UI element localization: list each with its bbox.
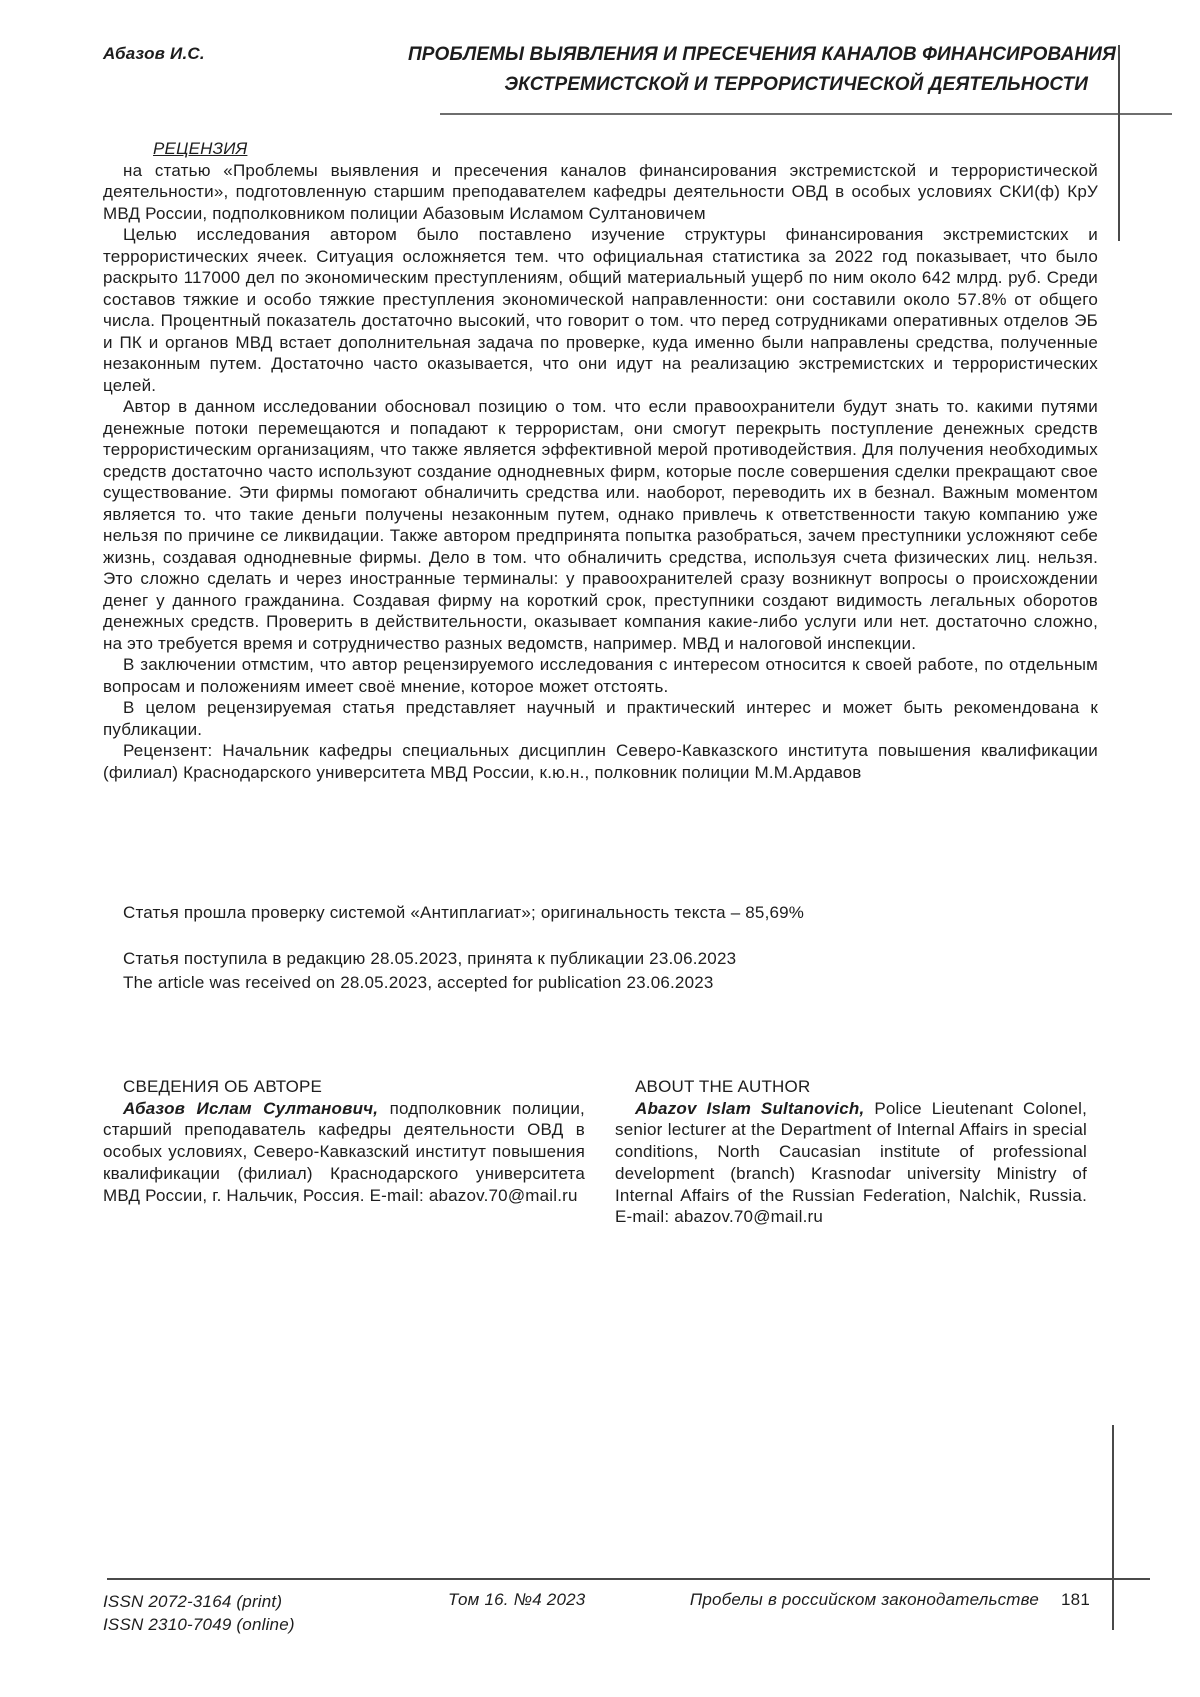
page-number: 181 [1061, 1590, 1090, 1609]
review-heading: РЕЦЕНЗИЯ [153, 139, 248, 158]
submission-dates [123, 947, 736, 995]
footer-volume: Том 16. №4 2023 [448, 1590, 586, 1609]
issn-print: ISSN 2072-3164 (print) [103, 1592, 283, 1611]
article-title-line-2: ЭКСТРЕМИСТСКОЙ И ТЕРРОРИСТИЧЕСКОЙ ДЕЯТЕЛЬНОСТИ [504, 74, 1088, 95]
bottom-right-column-rule [1112, 1425, 1114, 1630]
running-head-author: Абазов И.С. [103, 44, 205, 63]
about-author-ru [103, 1076, 585, 1228]
author-name-en: Abazov Islam Sultanovich, [635, 1098, 865, 1118]
review-body [103, 138, 1098, 783]
author-bio-ru: подполковник полиции, старший преподаватель кафедры деятельности ОВД в особых условиях, Северо-Кавказский институт повышения квалификации (филиал) Краснодарского университета МВД России, г. Нальчик, Россия. E-mail: abazov.70@mail.ru [103, 1098, 585, 1205]
review-paragraph: Целью исследования автором было поставлено изучение структуры финансирования экстремистских и террористических ячеек. Ситуация осложняется тем. что официальная статистика за 2022 год показывает, что было раскрыто 117000 дел по экономическим преступлениям, общий материальный ущерб по ним около 642 млрд. руб. Среди составов тяжкие и особо тяжкие преступления экономической направленности: они составили около 57.8% от общего числа. Процентный показатель достаточно высокий, что говорит о том. что перед сотрудниками оперативных отделов ЭБ и ПК и органов МВД встает дополнительная задача по проверке, куда именно были направлены средства, полученные незаконным путем. Достаточно часто оказывается, что они идут на реализацию экстремистских и террористических целей. [103, 225, 1098, 395]
about-author-en [615, 1076, 1087, 1228]
about-author-ru-text [103, 1098, 585, 1207]
footer-issn-block [103, 1590, 295, 1636]
review-paragraph: на статью «Проблемы выявления и пресечения каналов финансирования экстремистской и террористической деятельности», подготовленную старшим преподавателем кафедры деятельности ОВД в особых условиях СКИ(ф) КрУ МВД России, подполковником полиции Абазовым Исламом Султановичем [103, 160, 1098, 223]
author-name-ru: Абазов Ислам Султанович, [123, 1098, 379, 1118]
journal-name: Пробелы в российском законодательстве [689, 1590, 1040, 1609]
antiplagiat-note: Статья прошла проверку системой «Антиплагиат»; оригинальность текста – 85,69% [123, 903, 805, 922]
review-paragraph: В целом рецензируемая статья представляет научный и практический интерес и может быть рекомендована к публикации. [103, 698, 1098, 739]
footer-journal-block [690, 1590, 1090, 1610]
header-rule [440, 113, 1172, 115]
review-paragraph: В заключении отмстим, что автор рецензируемого исследования с интересом относится к своей работе, по отдельным вопросам и положениям имеет своё мнение, которое может отстоять. [103, 655, 1098, 696]
received-date-ru: Статья поступила в редакцию 28.05.2023, принята к публикации 23.06.2023 [123, 949, 737, 968]
running-head-article-title [408, 40, 1116, 100]
footer-rule [107, 1578, 1150, 1580]
about-author-en-text [615, 1098, 1087, 1228]
top-right-column-rule [1118, 45, 1120, 241]
received-date-en: The article was received on 28.05.2023, accepted for publication 23.06.2023 [123, 973, 714, 992]
review-paragraph: Рецензент: Начальник кафедры специальных дисциплин Северо-Кавказского института повышения квалификации (филиал) Краснодарского университета МВД России, к.ю.н., полковник полиции М.М.Ардавов [103, 741, 1098, 782]
article-title-line-1: ПРОБЛЕМЫ ВЫЯВЛЕНИЯ И ПРЕСЕЧЕНИЯ КАНАЛОВ ФИНАНСИРОВАНИЯ [408, 44, 1116, 65]
author-bio-en: Police Lieutenant Colonel, senior lecturer at the Department of Internal Affairs in special conditions, North Caucasian institute of professional development (branch) Krasnodar university Ministry of Internal Affairs of the Russian Federation, Nalchik, Russia. E-mail: abazov.70@mail.ru [615, 1098, 1087, 1227]
review-paragraph: Автор в данном исследовании обосновал позицию о том. что если правоохранители будут знать то. какими путями денежные потоки перемещаются и попадают к террористам, они смогут перекрыть поступление денежных средств террористическим организациям, что также является эффективной мерой противодействия. Для получения необходимых средств достаточно часто используют создание однодневных фирм, которые после совершения сделки прекращают свое существование. Эти фирмы помогают обналичить средства или. наоборот, переводить их в безнал. Важным моментом является то. что такие деньги получены незаконным путем, однако привлечь к ответственности такую компанию уже нельзя по причине се ликвидации. Также автором предпринята попытка разобраться, зачем преступники усложняют себе жизнь, создавая однодневные фирмы. Дело в том. что обналичить средства, используя счета физических лиц. нельзя. Это сложно сделать и через иностранные терминалы: у правоохранителей сразу возникнут вопросы о происхождении денег у данного гражданина. Создавая фирму на короткий срок, преступники создают видимость легальных оборотов денежных средств. Проверить в действительности, оказывает компания какие-либо услуги или нет. достаточно сложно, на это требуется время и сотрудничество разных ведомств, например. МВД и налоговой инспекции. [103, 397, 1098, 653]
about-author-en-heading: ABOUT THE AUTHOR [635, 1077, 811, 1096]
about-author-ru-heading: СВЕДЕНИЯ ОБ АВТОРЕ [123, 1077, 323, 1096]
issn-online: ISSN 2310-7049 (online) [103, 1615, 295, 1634]
about-author-section [103, 1076, 1087, 1228]
